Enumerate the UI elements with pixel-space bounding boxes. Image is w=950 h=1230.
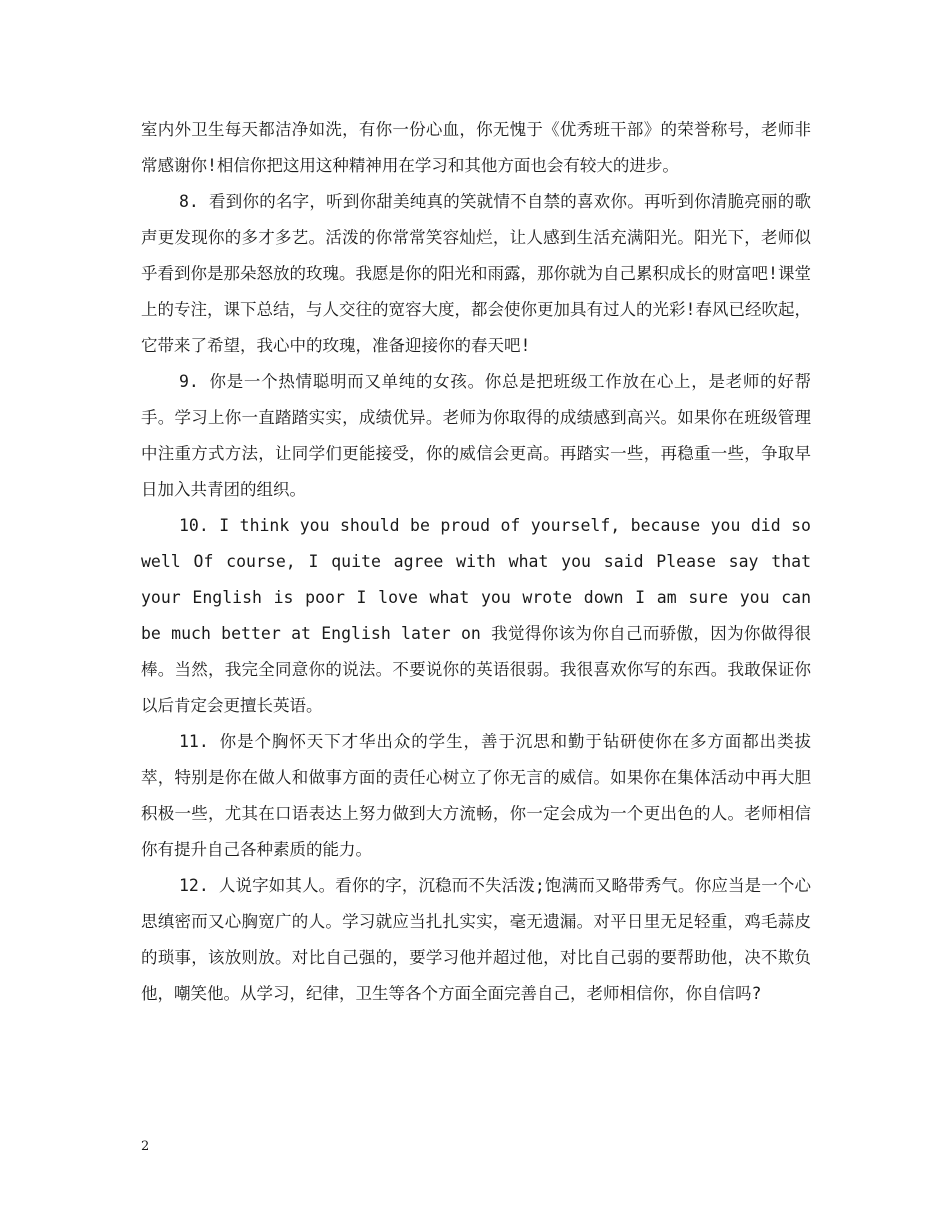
- paragraph-9: 9. 你是一个热情聪明而又单纯的女孩。你总是把班级工作放在心上，是老师的好帮手。学习上你一直踏踏实实，成绩优异。老师为你取得的成绩感到高兴。如果你在班级管理中注重方式方法，让同学们更能接受，你的威信会更高。再踏实一些，再稳重一些，争取早日加入共青团的组织。: [141, 372, 811, 499]
- paragraph-7-continuation: 室内外卫生每天都洁净如洗，有你一份心血，你无愧于《优秀班干部》的荣誉称号，老师非常感谢你!相信你把这用这种精神用在学习和其他方面也会有较大的进步。: [141, 120, 811, 175]
- page-number: 2: [141, 1139, 150, 1154]
- paragraph-12: 12. 人说字如其人。看你的字，沉稳而不失活泼;饱满而又略带秀气。你应当是一个心思缜密而又心胸宽广的人。学习就应当扎扎实实，毫无遗漏。对平日里无足轻重，鸡毛蒜皮的琐事，该放则放。对比自己强的，要学习他并超过他，对比自己弱的要帮助他，决不欺负他，嘲笑他。从学习，纪律，卫生等各个方面全面完善自己，老师相信你，你自信吗?: [141, 876, 811, 1003]
- paragraph-8: 8. 看到你的名字，听到你甜美纯真的笑就情不自禁的喜欢你。再听到你清脆亮丽的歌声更发现你的多才多艺。活泼的你常常笑容灿烂，让人感到生活充满阳光。阳光下，老师似乎看到你是那朵怒放的玫瑰。我愿是你的阳光和雨露，那你就为自己累积成长的财富吧!课堂上的专注，课下总结，与人交往的宽容大度，都会使你更加具有过人的光彩!春风已经吹起，它带来了希望，我心中的玫瑰，准备迎接你的春天吧!: [141, 192, 811, 355]
- page-body: [141, 112, 811, 1012]
- paragraph-10: 10. I think you should be proud of yourself, because you did so well Of course, I quite agree with what you said Please say that your English is poor I love what you wrote down I am sure you can be much better at English later on 我觉得你该为你自己而骄傲，因为你做得很棒。当然，我完全同意你的说法。不要说你的英语很弱。我很喜欢你写的东西。我敢保证你以后肯定会更擅长英语。: [141, 516, 811, 715]
- paragraph-11: 11. 你是个胸怀天下才华出众的学生，善于沉思和勤于钻研使你在多方面都出类拔萃，特别是你在做人和做事方面的责任心树立了你无言的威信。如果你在集体活动中再大胆积极一些，尤其在口语表达上努力做到大方流畅，你一定会成为一个更出色的人。老师相信你有提升自己各种素质的能力。: [141, 732, 811, 859]
